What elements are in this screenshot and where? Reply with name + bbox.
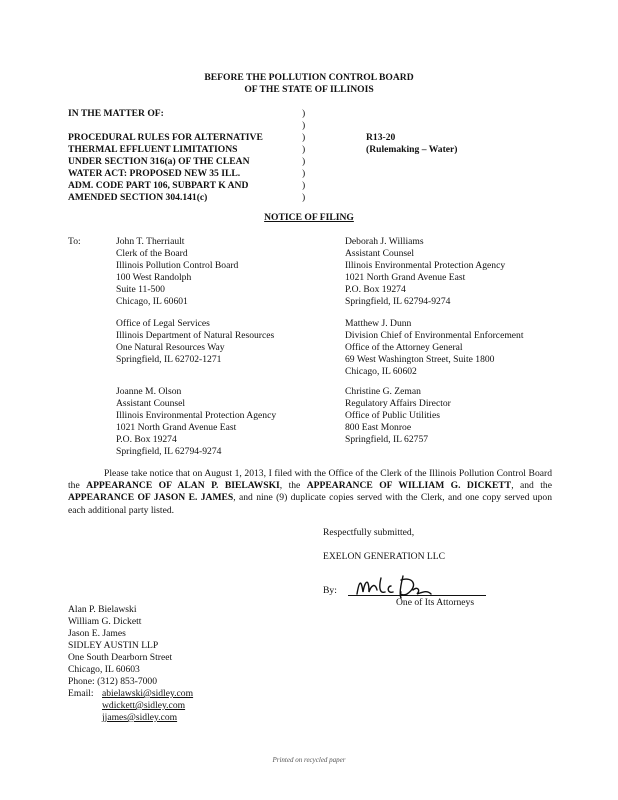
paren: )	[302, 120, 306, 131]
email-link[interactable]: jjames@sidley.com	[102, 712, 178, 723]
counsel-name: Jason E. James	[68, 628, 126, 639]
addressee-line: Office of the Attorney General	[345, 342, 463, 353]
paragraph-text: , and nine (9) duplicate copies served with the Clerk, and one copy served upon each additional party listed.	[68, 492, 552, 516]
notice-title: NOTICE OF FILING	[264, 212, 354, 223]
email-link[interactable]: wdickett@sidley.com	[102, 700, 186, 711]
email-line	[68, 712, 193, 724]
caption-line: UNDER SECTION 316(a) OF THE CLEAN	[68, 156, 250, 167]
paragraph-text: , the	[279, 480, 307, 492]
firm-address: One South Dearborn Street	[68, 652, 173, 663]
addressee-line: Illinois Environmental Protection Agency	[345, 260, 506, 271]
addressee-block	[116, 236, 238, 308]
addressee-block	[345, 318, 524, 378]
paren: )	[302, 156, 306, 167]
paragraph-text: Please take notice that on August 1, 2013, I filed with the Office of the Clerk of the Illinois Pollution Control Board the	[68, 468, 552, 492]
caption-line: PROCEDURAL RULES FOR ALTERNATIVE	[68, 132, 263, 143]
footer-note: Printed on recycled paper	[272, 756, 346, 764]
appearance-title: APPEARANCE OF WILLIAM G. DICKETT	[306, 480, 512, 492]
addressee-line: Division Chief of Environmental Enforcement	[345, 330, 524, 341]
firm-address: Chicago, IL 60603	[68, 664, 140, 675]
addressee-line: Springfield, IL 62757	[345, 434, 429, 445]
paren: )	[302, 132, 306, 143]
addressee-line: Clerk of the Board	[116, 248, 188, 259]
firm-name: SIDLEY AUSTIN LLP	[68, 640, 159, 651]
addressee-line: P.O. Box 19274	[345, 284, 406, 295]
respectfully-submitted: Respectfully submitted,	[323, 527, 415, 538]
paren: )	[302, 192, 306, 203]
addressee-line: Regulatory Affairs Director	[345, 398, 451, 409]
document-header	[0, 72, 618, 96]
addressee-line: Illinois Environmental Protection Agency	[116, 410, 277, 421]
addressee-line: 1021 North Grand Avenue East	[116, 422, 237, 433]
spacer	[68, 120, 263, 132]
addressee-line: Assistant Counsel	[345, 248, 415, 259]
counsel-name: Alan P. Bielawski	[68, 604, 137, 615]
paren: )	[302, 168, 306, 179]
email-link[interactable]: abielawski@sidley.com	[102, 688, 194, 699]
appearance-title: APPEARANCE OF ALAN P. BIELAWSKI	[86, 480, 280, 492]
caption-line: WATER ACT: PROPOSED NEW 35 ILL.	[68, 168, 241, 179]
appearance-title: APPEARANCE OF JASON E. JAMES	[68, 492, 234, 504]
notice-paragraph	[68, 468, 552, 517]
caption-line: ADM. CODE PART 106, SUBPART K AND	[68, 180, 249, 191]
addressee-line: Deborah J. Williams	[345, 236, 424, 247]
addressee-line: Christine G. Zeman	[345, 386, 421, 397]
docket-number: R13-20	[366, 132, 396, 143]
phone-number: (312) 853-7000	[97, 676, 158, 687]
addressee-line: Matthew J. Dunn	[345, 318, 412, 329]
addressee-line: Chicago, IL 60601	[116, 296, 188, 307]
addressee-line: Chicago, IL 60602	[345, 366, 417, 377]
email-line	[68, 688, 193, 700]
addressee-line: Illinois Pollution Control Board	[116, 260, 239, 271]
addressee-line: One Natural Resources Way	[116, 342, 225, 353]
addressee-line: 800 East Monroe	[345, 422, 412, 433]
addressee-line: Suite 11-500	[116, 284, 165, 295]
header-line-2: OF THE STATE OF ILLINOIS	[244, 84, 374, 95]
by-label: By:	[323, 585, 337, 596]
addressee-line: Joanne M. Olson	[116, 386, 182, 397]
docket-block	[366, 132, 458, 156]
counsel-block	[68, 604, 193, 724]
addressee-line: Office of Legal Services	[116, 318, 210, 329]
addressee-line: Springfield, IL 62794-9274	[345, 296, 451, 307]
addressee-line: 1021 North Grand Avenue East	[345, 272, 466, 283]
addressee-line: Office of Public Utilities	[345, 410, 440, 421]
addressee-line: John T. Therriault	[116, 236, 185, 247]
addressee-line: P.O. Box 19274	[116, 434, 177, 445]
paragraph-text: , and the	[511, 480, 552, 492]
case-caption	[68, 108, 263, 204]
addressee-line: Illinois Department of Natural Resources	[116, 330, 275, 341]
counsel-name: William G. Dickett	[68, 616, 142, 627]
addressee-line: Springfield, IL 62702-1271	[116, 354, 222, 365]
signature-line	[348, 595, 486, 596]
caption-line: THERMAL EFFLUENT LIMITATIONS	[68, 144, 238, 155]
addressee-line: Assistant Counsel	[116, 398, 186, 409]
docket-type: (Rulemaking – Water)	[366, 144, 458, 155]
header-line-1: BEFORE THE POLLUTION CONTROL BOARD	[204, 72, 414, 83]
addressee-block	[116, 318, 274, 366]
in-the-matter: IN THE MATTER OF:	[68, 108, 164, 119]
phone-label: Phone:	[68, 676, 95, 687]
email-label: Email:	[68, 688, 94, 699]
to-label: To:	[68, 236, 81, 247]
company-name: EXELON GENERATION LLC	[323, 551, 446, 562]
caption-line: AMENDED SECTION 304.141(c)	[68, 192, 208, 203]
phone-line	[68, 676, 193, 688]
attorneys-label: One of Its Attorneys	[396, 597, 475, 608]
addressee-line: 69 West Washington Street, Suite 1800	[345, 354, 495, 365]
addressee-block	[116, 386, 276, 458]
paren: )	[302, 108, 306, 119]
caption-parentheses	[302, 108, 305, 204]
email-line	[68, 700, 193, 712]
paren: )	[302, 144, 306, 155]
addressee-line: Springfield, IL 62794-9274	[116, 446, 222, 457]
addressee-line: 100 West Randolph	[116, 272, 192, 283]
addressee-block	[345, 386, 451, 446]
addressee-block	[345, 236, 505, 308]
paren: )	[302, 180, 306, 191]
